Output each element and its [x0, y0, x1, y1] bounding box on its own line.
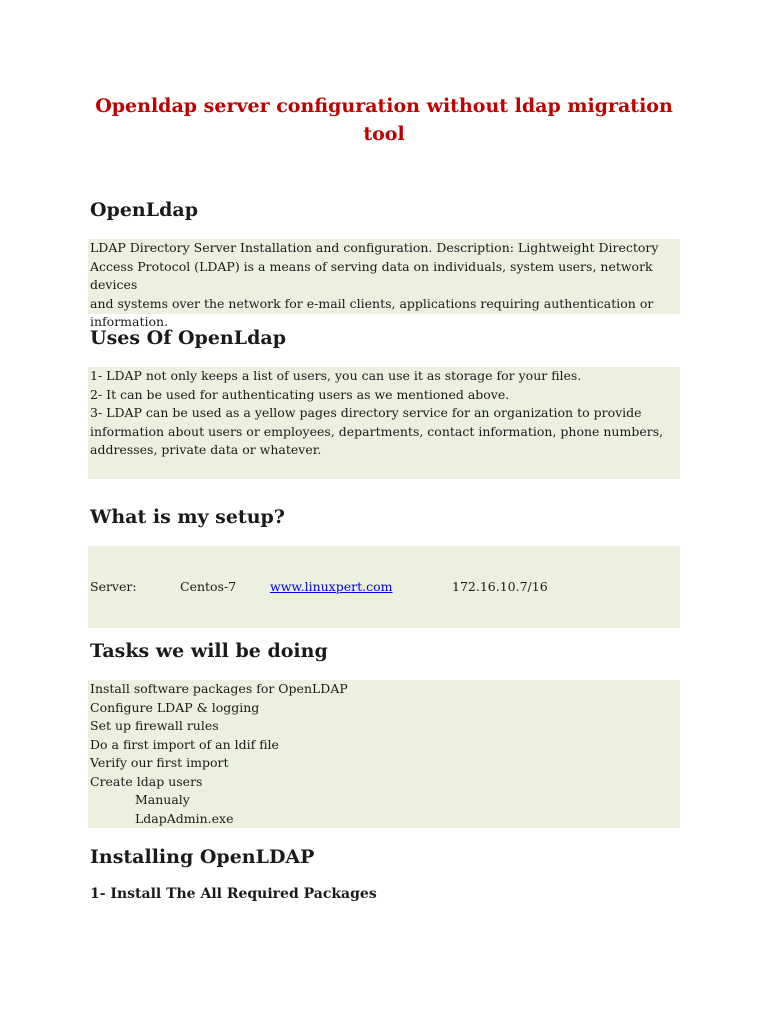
heading-openldap: OpenLdap	[90, 199, 198, 221]
task-item: Configure LDAP & logging	[90, 699, 260, 715]
openldap-description-box	[88, 239, 680, 329]
heading-uses: Uses Of OpenLdap	[90, 327, 286, 349]
document-title: Openldap server configuration without ldap migration tool	[95, 95, 673, 145]
setup-ip: 172.16.10.7/16	[452, 579, 548, 594]
tasks-box	[88, 680, 680, 828]
task-item: Do a first import of an ldif file	[90, 736, 279, 752]
task-item: Set up firewall rules	[90, 718, 219, 733]
openldap-line-3: and systems over the network for e-mail clients, applications requiring authentication or	[90, 295, 654, 311]
heading-tasks: Tasks we will be doing	[90, 640, 328, 662]
task-item: Verify our first import	[90, 755, 229, 770]
setup-host-link[interactable]: www.linuxpert.com	[270, 579, 393, 594]
task-subitem: LdapAdmin.exe	[135, 810, 234, 826]
openldap-line-2: Access Protocol (LDAP) is a means of serving data on individuals, system users, network devices	[90, 258, 653, 292]
setup-server-label: Server:	[90, 579, 137, 594]
task-item: Create ldap users	[90, 773, 203, 789]
uses-box	[88, 367, 680, 479]
task-item: Install software packages for OpenLDAP	[90, 681, 348, 696]
heading-installing: Installing OpenLDAP	[90, 846, 315, 868]
setup-box	[88, 546, 680, 628]
install-step-1: 1- Install The All Required Packages	[90, 886, 377, 902]
setup-os: Centos-7	[180, 579, 237, 594]
uses-line-5: addresses, private data or whatever.	[90, 442, 322, 457]
uses-line-4: information about users or employees, departments, contact information, phone numbers,	[90, 423, 664, 439]
openldap-line-1: LDAP Directory Server Installation and configuration. Description: Lightweight Directory	[90, 240, 659, 255]
uses-line-1: 1- LDAP not only keeps a list of users, you can use it as storage for your files.	[90, 368, 582, 383]
task-subitem: Manualy	[135, 792, 190, 807]
uses-line-2: 2- It can be used for authenticating users as we mentioned above.	[90, 386, 510, 402]
openldap-line-4: information.	[90, 314, 169, 329]
heading-setup: What is my setup?	[90, 506, 285, 528]
uses-line-3: 3- LDAP can be used as a yellow pages directory service for an organization to provide	[90, 405, 642, 420]
setup-server-row	[90, 578, 680, 596]
